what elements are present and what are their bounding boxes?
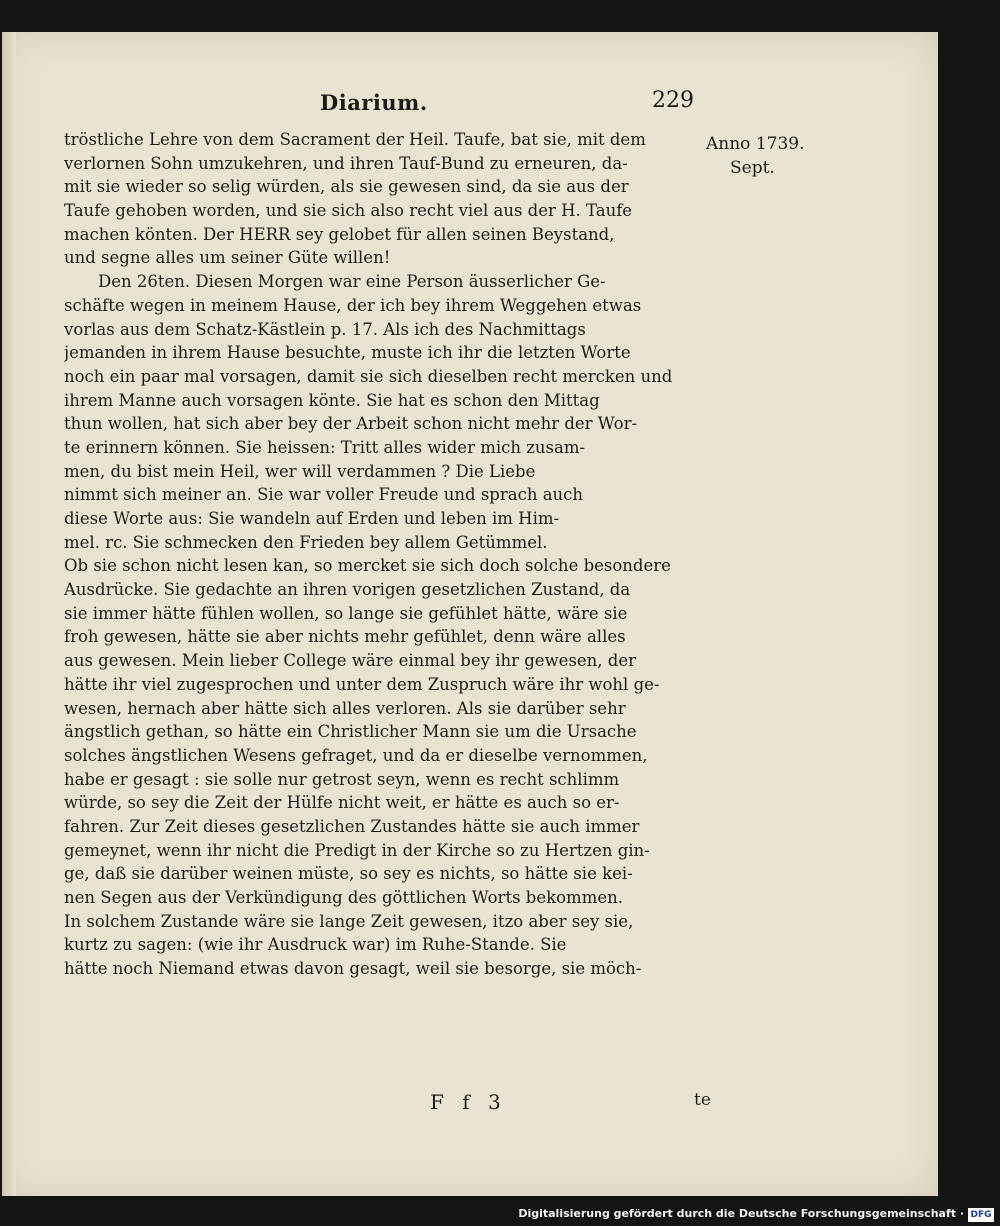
text-line: schäfte wegen in meinem Hause, der ich bey ihrem Weggehen etwas (64, 295, 642, 315)
text-line: mel. rc. Sie schmecken den Frieden bey allem Getümmel. (64, 532, 548, 552)
dfg-logo: DFG (968, 1208, 994, 1222)
text-line: thun wollen, hat sich aber bey der Arbeit schon nicht mehr der Wor- (64, 414, 638, 434)
text-line: tröstliche Lehre von dem Sacrament der Heil. Taufe, bat sie, mit dem (64, 130, 646, 149)
margin-note-month: Sept. (730, 158, 775, 178)
text-line: verlornen Sohn umzukehren, und ihren Tauf-Bund zu erneuren, da- (64, 153, 628, 173)
text-line: Taufe gehoben worden, und sie sich also recht viel aus der H. Taufe (64, 201, 633, 221)
text-line: Ausdrücke. Sie gedachte an ihren vorigen gesetzlichen Zustand, da (64, 580, 631, 600)
signature-mark: F f 3 (430, 1090, 507, 1114)
text-line: vorlas aus dem Schatz-Kästlein p. 17. Als ich des Nachmittags (64, 319, 586, 339)
text-line: habe er gesagt : sie solle nur getrost seyn, wenn es recht schlimm (64, 769, 620, 789)
text-line: nen Segen aus der Verkündigung des göttlichen Worts bekommen. (64, 888, 623, 907)
text-line: jemanden in ihrem Hause besuchte, muste ich ihr die letzten Worte (64, 343, 631, 363)
text-line: noch ein paar mal vorsagen, damit sie sich dieselben recht mercken und (64, 366, 673, 386)
text-line: diese Worte aus: Sie wandeln auf Erden und leben im Him- (64, 509, 560, 528)
text-line: te erinnern können. Sie heissen: Tritt alles wider mich zusam- (64, 437, 586, 457)
text-line: In solchem Zustande wäre sie lange Zeit gewesen, itzo aber sey sie, (64, 911, 634, 931)
text-line: würde, so sey die Zeit der Hülfe nicht weit, er hätte es auch so er- (64, 793, 620, 813)
text-line: froh gewesen, hätte sie aber nichts mehr gefühlet, denn wäre alles (64, 627, 626, 647)
body-text (64, 128, 714, 981)
catchword: te (694, 1090, 711, 1110)
text-line: ihrem Manne auch vorsagen könte. Sie hat es schon den Mittag (64, 390, 600, 410)
running-head-title: Diarium. (320, 90, 428, 115)
text-line: gemeynet, wenn ihr nicht die Predigt in der Kirche so zu Hertzen gin- (64, 840, 650, 860)
text-line: wesen, hernach aber hätte sich alles verloren. Als sie darüber sehr (64, 698, 626, 718)
margin-note-year: Anno 1739. (706, 134, 805, 154)
text-line: sie immer hätte fühlen wollen, so lange sie gefühlet hätte, wäre sie (64, 603, 628, 623)
text-line: nimmt sich meiner an. Sie war voller Freude und sprach auch (64, 485, 584, 505)
text-line: Ob sie schon nicht lesen kan, so mercket sie sich doch solche besondere (64, 556, 671, 576)
book-page (2, 32, 938, 1196)
text-line: aus gewesen. Mein lieber College wäre einmal bey ihr gewesen, der (64, 651, 637, 671)
text-line: und segne alles um seiner Güte willen! (64, 248, 391, 268)
text-line: hätte noch Niemand etwas davon gesagt, weil sie besorge, sie möch- (64, 959, 642, 979)
text-line: ge, daß sie darüber weinen müste, so sey es nichts, so hätte sie kei- (64, 864, 633, 884)
text-line: ängstlich gethan, so hätte ein Christlicher Mann sie um die Ursache (64, 722, 637, 742)
text-line: solches ängstlichen Wesens gefraget, und da er dieselbe vernommen, (64, 745, 648, 765)
text-line: fahren. Zur Zeit dieses gesetzlichen Zustandes hätte sie auch immer (64, 816, 640, 836)
text-line: kurtz zu sagen: (wie ihr Ausdruck war) im Ruhe-Stande. Sie (64, 935, 567, 955)
text-line: machen könten. Der HERR sey gelobet für allen seinen Beystand, (64, 224, 615, 244)
text-line: mit sie wieder so selig würden, als sie gewesen sind, da sie aus der (64, 177, 629, 197)
text-line: hätte ihr viel zugesprochen und unter dem Zuspruch wäre ihr wohl ge- (64, 674, 660, 694)
text-line: Den 26ten. Diesen Morgen war eine Person äusserlicher Ge- (98, 272, 606, 292)
digitization-credit: Digitalisierung gefördert durch die Deutsche Forschungsgemeinschaft · (518, 1207, 964, 1220)
text-line: men, du bist mein Heil, wer will verdammen ? Die Liebe (64, 461, 536, 481)
page-spine-shadow (2, 32, 16, 1196)
page-number: 229 (652, 88, 694, 113)
